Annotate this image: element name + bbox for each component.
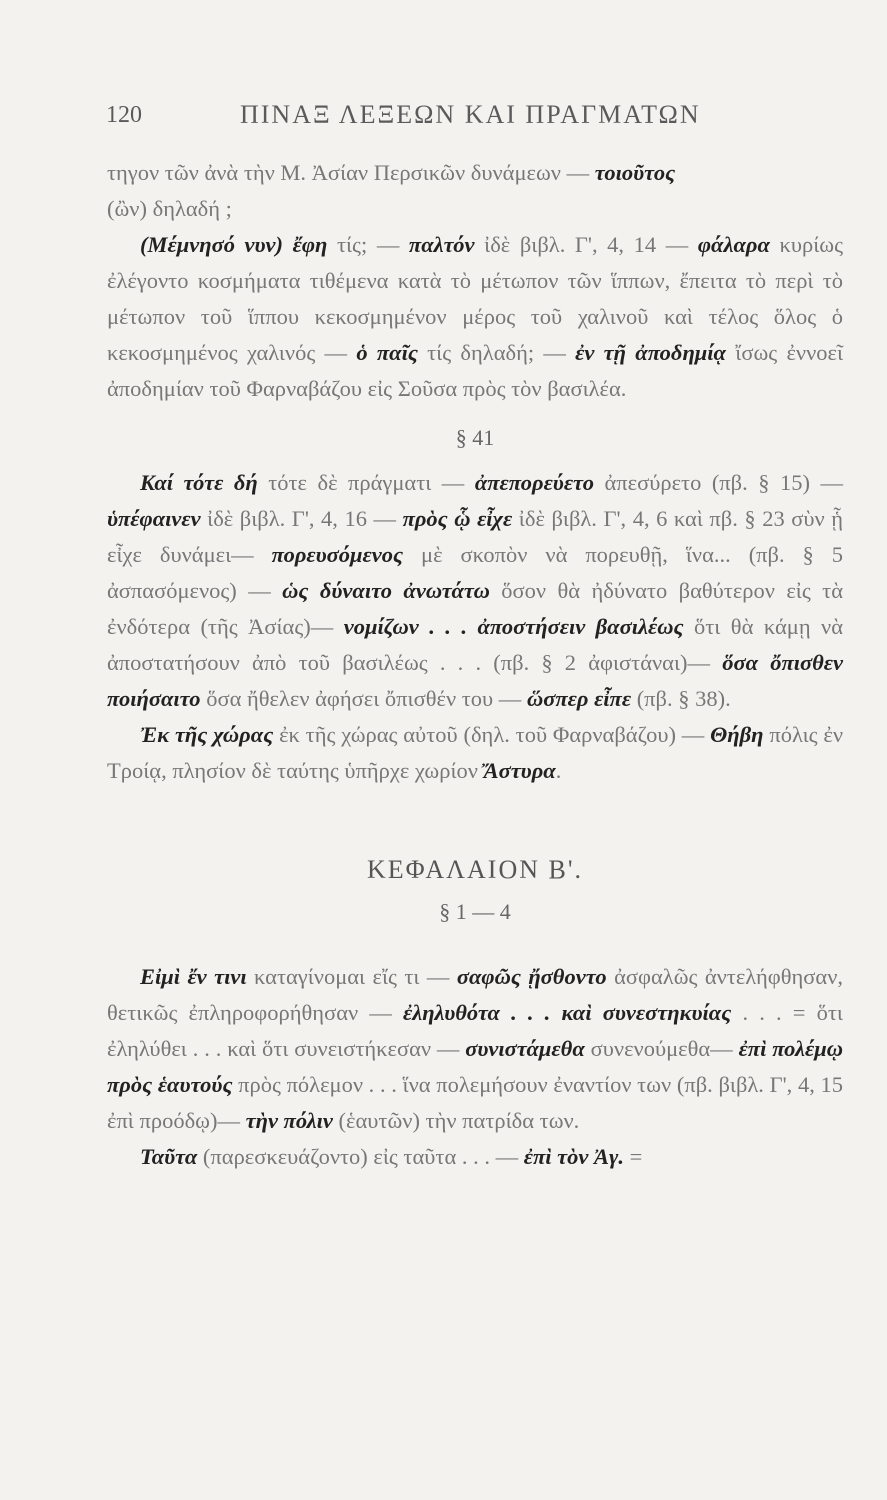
- text: τίς δηλαδή; —: [417, 340, 566, 365]
- text: τηγον τῶν ἀνὰ τὴν Μ. Ἀσίαν Περσικῶν δυνάμεων —: [107, 160, 590, 185]
- text: ἰδὲ βιβλ. Γ', 4, 14 —: [474, 232, 689, 257]
- lemma: συνιστάμεθα: [465, 1036, 585, 1061]
- text: ἀσφαλῶς ἀντελήφθησαν, θετικῶς ἐπληροφορήθησαν —: [107, 964, 844, 1025]
- text: πρὸς πόλεμον . . . ἵνα πολεμήσουν ἐναντίον των (πβ. βιβλ. Γ', 4, 15 ἐπὶ προόδῳ)—: [107, 1072, 843, 1133]
- lemma: (Μέμνησό νυν) ἔφη: [140, 232, 328, 257]
- paragraph-memneso: [107, 227, 843, 407]
- text: (ἑαυτῶν) τὴν πατρίδα των.: [332, 1108, 580, 1133]
- running-head: [0, 96, 887, 136]
- running-title: ΠΙΝΑΞ ΛΕΞΕΩΝ ΚΑΙ ΠΡΑΓΜΑΤΩΝ: [240, 100, 701, 129]
- text: καταγίνομαι εἴς τι —: [246, 964, 450, 989]
- lemma: ὅσα ὄπισθεν ποιήσαιτο: [107, 650, 844, 711]
- lemma: νομίζων . . . ἀποστήσειν βασιλέως: [343, 614, 684, 639]
- lemma: Ταῦτα: [140, 1144, 198, 1169]
- text: πόλις ἐν Τροίᾳ, πλησίον δὲ ταύτης ὑπῆρχε χωρίον: [107, 722, 843, 783]
- text: . . . = ὅτι ἐληλύθει . . . καὶ ὅτι συνειστήκεσαν —: [107, 1000, 843, 1061]
- lemma: Θήβη: [710, 722, 764, 747]
- page-number: 120: [106, 102, 142, 128]
- lemma: ἀπεπορεύετο: [474, 470, 594, 495]
- lemma: Ἐκ τῆς χώρας: [140, 722, 274, 747]
- lemma: Καί τότε δή: [140, 470, 258, 495]
- lemma: σαφῶς ᾔσθοντο: [456, 964, 607, 989]
- text: ὅτι θὰ κάμῃ νὰ ἀποστατήσουν ἀπὸ τοῦ βασιλέως . . . (πβ. § 2 ἀφιστάναι)—: [107, 614, 844, 675]
- text: ἰδὲ βιβλ. Γ', 4, 6 καὶ πβ. § 23 σὺν ᾗ εἶχε δυνάμει—: [107, 506, 844, 567]
- text: =: [623, 1144, 643, 1169]
- text: (πβ. § 38).: [631, 686, 731, 711]
- lemma: ἐπὶ τὸν Ἀγ.: [523, 1144, 624, 1169]
- text: τίς; —: [327, 232, 400, 257]
- text: ἴσως ἐννοεῖ ἀποδημίαν τοῦ Φαρναβάζου εἰς Σοῦσα πρὸς τὸν βασιλέα.: [107, 340, 844, 401]
- lemma: ἐληλυθότα . . . καὶ συνεστηκυίας: [402, 1000, 732, 1025]
- chapter-heading: ΚΕΦΑΛΑΙΟΝ Β'.: [366, 855, 584, 884]
- lemma: παλτόν: [408, 232, 475, 257]
- text: ἰδὲ βιβλ. Γ', 4, 16 —: [200, 506, 397, 531]
- paragraph-continuation: [107, 155, 843, 227]
- lemma: ἐπὶ πολέμῳ πρὸς ἑαυτούς: [107, 1036, 844, 1097]
- lemma: ὁ παῖς: [356, 340, 418, 365]
- section-heading-41: § 41: [455, 425, 495, 450]
- paragraph-eimi: [107, 959, 843, 1139]
- lemma: ὡς δύναιτο ἀνωτάτω: [282, 578, 490, 603]
- text: τότε δὲ πράγματι —: [257, 470, 465, 495]
- lemma: ὥσπερ εἶπε: [526, 686, 632, 711]
- text: ἐκ τῆς χώρας αὐτοῦ (δηλ. τοῦ Φαρναβάζου) —: [273, 722, 705, 747]
- text: (ὢν) δηλαδή ;: [107, 196, 232, 221]
- paragraph-ek-tes-choras: [107, 717, 843, 789]
- text-column: [107, 155, 843, 1175]
- lemma: φάλαρα: [697, 232, 770, 257]
- paragraph-tauta: [107, 1139, 843, 1175]
- paragraph-kai-tote: [107, 465, 843, 717]
- section-heading-1-4: § 1 — 4: [439, 899, 511, 924]
- text: ὅσον θὰ ἠδύνατο βαθύτερον εἰς τὰ ἐνδότερα (τῆς Ἀσίας)—: [107, 578, 843, 639]
- lemma: ἐν τῇ ἀποδημίᾳ: [575, 340, 727, 365]
- lemma: ὑπέφαινεν: [107, 506, 201, 531]
- text: κυρίως ἐλέγοντο κοσμήματα τιθέμενα κατὰ τὸ μέτωπον τῶν ἵππων, ἔπειτα τὸ περὶ τὸ μέτωπον τοῦ ἵππου κεκοσμημένον μέρος τοῦ χαλινοῦ καὶ τέλος ὅλος ὁ κεκοσμημένος χαλινός —: [107, 232, 844, 365]
- lemma: Εἰμὶ ἔν τινι: [140, 964, 247, 989]
- text: .: [555, 758, 562, 783]
- text: ὅσα ἤθελεν ἀφήσει ὄπισθέν του —: [200, 686, 522, 711]
- lemma: τὴν πόλιν: [245, 1108, 333, 1133]
- lemma: τοιοῦτος: [594, 160, 676, 185]
- lemma: πορευσόμενος: [271, 542, 404, 567]
- text: ἀπεσύρετο (πβ. § 15) —: [593, 470, 843, 495]
- lemma: Ἄστυρα: [483, 758, 556, 783]
- text: συνενούμεθα—: [584, 1036, 733, 1061]
- lemma: πρὸς ᾧ εἶχε: [402, 506, 513, 531]
- text: μὲ σκοπὸν νὰ πορευθῇ, ἵνα... (πβ. § 5 ἀσπασόμενος) —: [107, 542, 844, 603]
- text: (παρεσκευάζοντο) εἰς ταῦτα . . . —: [197, 1144, 519, 1169]
